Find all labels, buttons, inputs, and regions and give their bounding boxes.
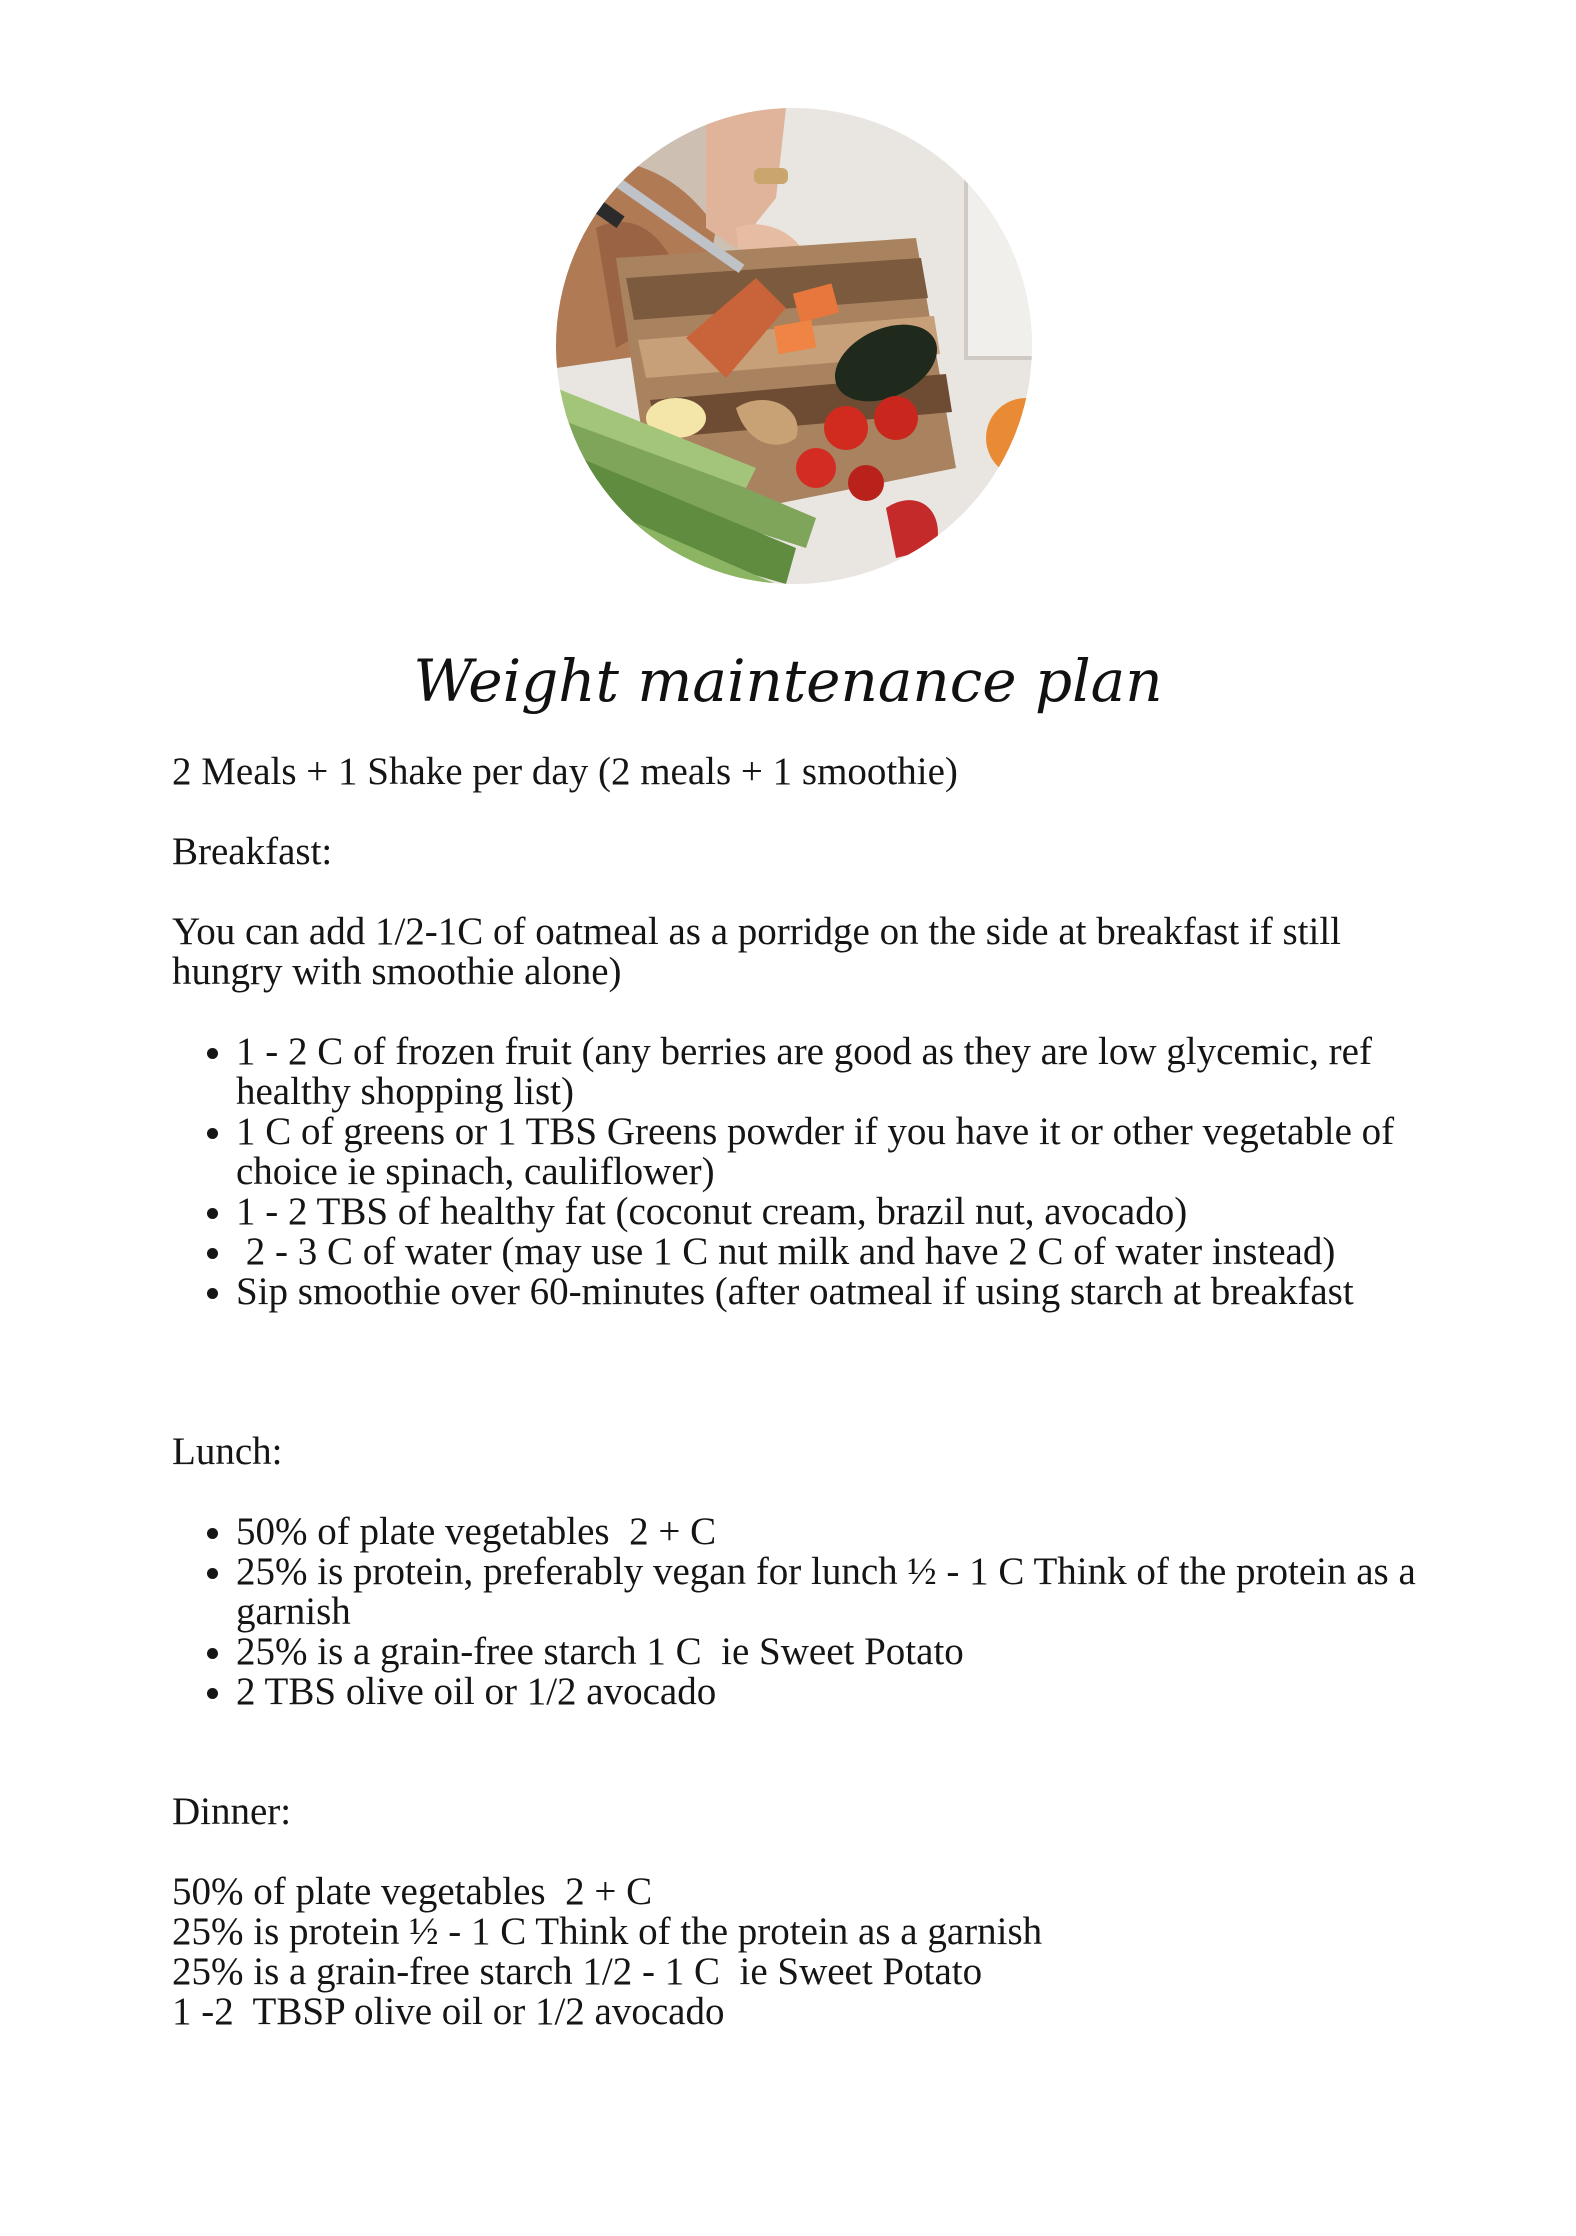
- page-title: Weight maintenance plan: [413, 647, 1163, 715]
- dinner-line: 50% of plate vegetables 2 + C: [172, 1870, 653, 1913]
- list-item: • 1 - 2 C of frozen fruit (any berries are good as they are low glycemic, ref healthy shopping list): [236, 1032, 1432, 1112]
- list-item: • 50% of plate vegetables 2 + C: [236, 1512, 1432, 1552]
- list-item: • 1 C of greens or 1 TBS Greens powder if you have it or other vegetable of choice ie spinach, cauliflower): [236, 1112, 1432, 1192]
- lunch-heading: Lunch:: [172, 1430, 283, 1473]
- dinner-line: 25% is protein ½ - 1 C Think of the protein as a garnish: [172, 1910, 1043, 1953]
- dinner-line: 25% is a grain-free starch 1/2 - 1 C ie Sweet Potato: [172, 1950, 983, 1993]
- list-item: • 1 - 2 TBS of healthy fat (coconut cream, brazil nut, avocado): [236, 1192, 1432, 1232]
- list-item: • 25% is a grain-free starch 1 C ie Sweet Potato: [236, 1632, 1432, 1672]
- list-item: • Sip smoothie over 60-minutes (after oatmeal if using starch at breakfast: [236, 1272, 1432, 1312]
- dinner-line: 1 -2 TBSP olive oil or 1/2 avocado: [172, 1990, 725, 2033]
- dinner-heading: Dinner:: [172, 1790, 292, 1833]
- cutting-board-vegetables-photo: [556, 108, 1032, 584]
- list-item: • 2 TBS olive oil or 1/2 avocado: [236, 1672, 1432, 1712]
- breakfast-heading: Breakfast:: [172, 830, 333, 873]
- breakfast-note: You can add 1/2-1C of oatmeal as a porridge on the side at breakfast if still hungry with smoothie alone): [172, 910, 1341, 993]
- intro-text: 2 Meals + 1 Shake per day (2 meals + 1 smoothie): [172, 750, 958, 793]
- breakfast-list: [172, 1032, 1432, 1312]
- list-item: • 2 - 3 C of water (may use 1 C nut milk and have 2 C of water instead): [236, 1232, 1432, 1272]
- list-item: • 25% is protein, preferably vegan for lunch ½ - 1 C Think of the protein as a garnish: [236, 1552, 1432, 1632]
- plan-content: [172, 752, 1432, 2032]
- lunch-list: [172, 1512, 1432, 1712]
